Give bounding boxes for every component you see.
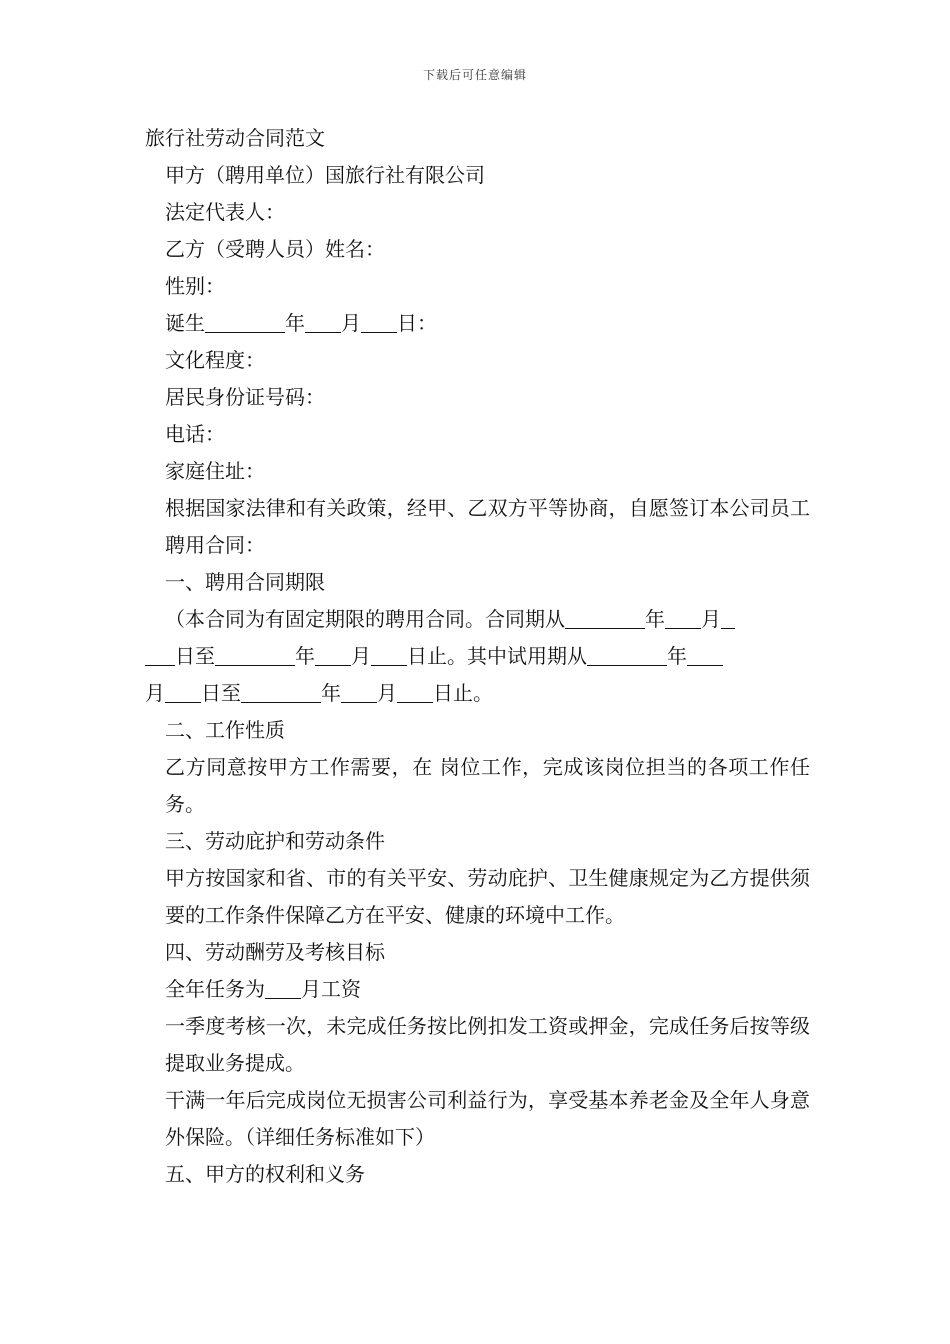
header-note: 下载后可任意编辑 (422, 68, 527, 82)
day-to-label: 日至 (175, 644, 215, 668)
contract-term-line-1 (145, 601, 810, 638)
month-label: 月 (145, 681, 165, 705)
blank-field (241, 682, 321, 703)
blank-field (665, 608, 701, 629)
month-label: 月 (701, 607, 721, 631)
annual-task-line (145, 971, 810, 1008)
section-3-heading: 三、劳动庇护和劳动条件 (165, 829, 385, 853)
gender-line: 性别： (165, 274, 225, 298)
month-label: 月 (351, 644, 371, 668)
blank-field (215, 645, 295, 666)
section-3-body: 甲方按国家和省、市的有关平安、劳动庇护、卫生健康规定为乙方提供须要的工作条件保障乙方在平安、健康的环境中工作。 (165, 866, 810, 927)
birth-day-label: 日： (397, 311, 437, 335)
blank-field (687, 645, 723, 666)
contract-term-line-2 (145, 638, 810, 675)
party-b-name-line: 乙方（受聘人员）姓名： (165, 237, 385, 261)
blank-field (371, 645, 407, 666)
id-number-line: 居民身份证号码： (165, 385, 325, 409)
year-label: 年 (321, 681, 341, 705)
birth-year-label: 年 (285, 311, 305, 335)
birth-month-label: 月 (341, 311, 361, 335)
party-a-line: 甲方（聘用单位）国旅行社有限公司 (165, 163, 485, 187)
document-body (145, 120, 810, 1193)
month-label: 月 (377, 681, 397, 705)
blank-field (305, 312, 341, 333)
day-to-label: 日至 (201, 681, 241, 705)
blank-field (145, 645, 175, 666)
contract-term-text: （本合同为有固定期限的聘用合同。合同期从 (165, 607, 565, 631)
address-line: 家庭住址： (165, 459, 265, 483)
section-4-paragraph-2: 干满一年后完成岗位无损害公司利益行为，享受基本养老金及全年人身意外保险。（详细任务标准如下） (165, 1088, 810, 1149)
blank-field (265, 978, 301, 999)
education-line: 文化程度： (165, 348, 265, 372)
document-title: 旅行社劳动合同范文 (145, 126, 325, 150)
preamble-paragraph: 根据国家法律和有关政策，经甲、乙双方平等协商，自愿签订本公司员工聘用合同： (165, 496, 810, 557)
section-5-heading: 五、甲方的权利和义务 (165, 1162, 365, 1186)
blank-field (565, 608, 645, 629)
blank-field (587, 645, 667, 666)
birth-label: 诞生 (165, 311, 205, 335)
blank-field (315, 645, 351, 666)
day-end-label: 日止。 (433, 681, 493, 705)
blank-field (205, 312, 285, 333)
blank-field (397, 682, 433, 703)
blank-field (165, 682, 201, 703)
section-1-heading: 一、聘用合同期限 (165, 570, 325, 594)
section-2-heading: 二、工作性质 (165, 718, 285, 742)
section-2-body: 乙方同意按甲方工作需要，在 岗位工作，完成该岗位担当的各项工作任务。 (165, 755, 810, 816)
contract-term-line-3 (145, 675, 810, 712)
trial-start-text: 日止。其中试用期从 (407, 644, 587, 668)
section-4-heading: 四、劳动酬劳及考核目标 (165, 940, 385, 964)
section-4-paragraph-1: 一季度考核一次，未完成任务按比例扣发工资或押金，完成任务后按等级提取业务提成。 (165, 1014, 810, 1075)
blank-field (341, 682, 377, 703)
legal-representative-line: 法定代表人： (165, 200, 285, 224)
year-label: 年 (645, 607, 665, 631)
birth-date-line (145, 305, 810, 342)
annual-task-suffix: 月工资 (301, 977, 361, 1001)
phone-line: 电话： (165, 422, 225, 446)
year-label: 年 (295, 644, 315, 668)
year-label: 年 (667, 644, 687, 668)
blank-field (361, 312, 397, 333)
annual-task-prefix: 全年任务为 (165, 977, 265, 1001)
blank-field (721, 608, 735, 629)
